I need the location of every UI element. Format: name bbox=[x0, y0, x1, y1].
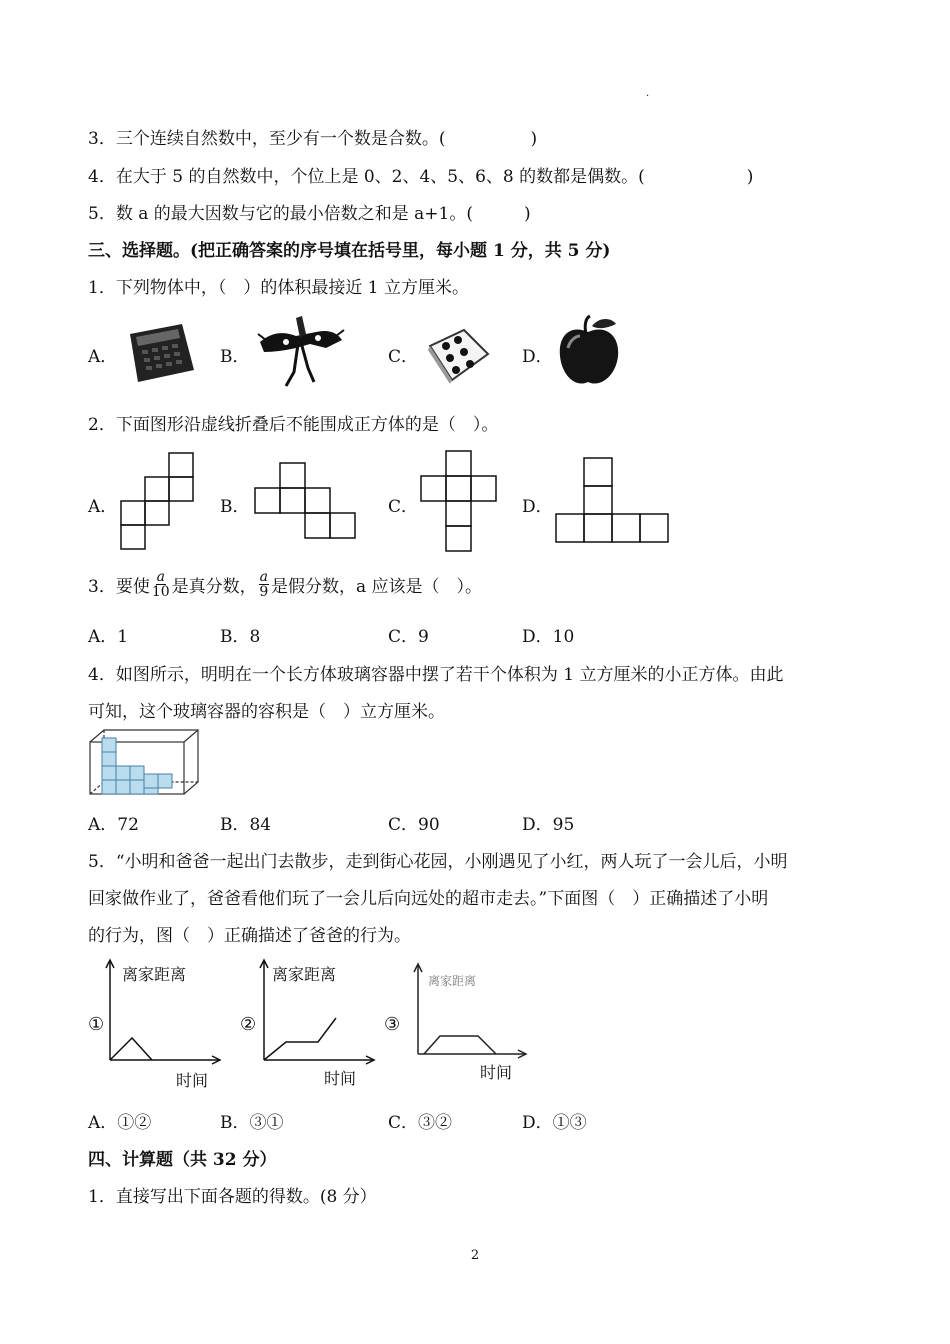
graph2-figure bbox=[258, 958, 378, 1093]
s3-q3-option-b: B．8 bbox=[220, 627, 261, 647]
judge-q5: 5．数 a 的最大因数与它的最小倍数之和是 a+1。( ) bbox=[88, 204, 531, 224]
s3-q4-line2: 可知，这个玻璃容器的容积是（ ）立方厘米。 bbox=[88, 702, 445, 722]
section3-title: 三、选择题。(把正确答案的序号填在括号里，每小题 1 分，共 5 分) bbox=[88, 241, 611, 261]
graph3-mark: ③ bbox=[384, 1014, 401, 1035]
frac2-denominator: 9 bbox=[259, 584, 269, 600]
dice-icon bbox=[424, 326, 490, 389]
s3-q5-option-d: D．①③ bbox=[522, 1113, 587, 1133]
graph2-ylabel: 离家距离 bbox=[272, 965, 337, 984]
s3-q4-option-c: C．90 bbox=[388, 815, 440, 835]
s3-q4-line1: 4．如图所示，明明在一个长方体玻璃容器中摆了若干个体积为 1 立方厘米的小正方体。由此 bbox=[88, 665, 784, 685]
judge-q3: 3．三个连续自然数中，至少有一个数是合数。( ) bbox=[88, 129, 538, 149]
frac2-numerator: a bbox=[259, 569, 269, 585]
graph3-ylabel: 离家距离 bbox=[428, 974, 477, 988]
graph2-xlabel: 时间 bbox=[324, 1069, 357, 1088]
s3-q5-option-a: A．①② bbox=[88, 1113, 152, 1133]
calculator-icon bbox=[122, 322, 196, 389]
page-number: 2 bbox=[470, 1248, 480, 1263]
s3-q4-option-b: B．84 bbox=[220, 815, 272, 835]
graph3-figure bbox=[412, 962, 532, 1091]
net-d-figure bbox=[555, 457, 669, 550]
s3-q4-option-d: D．95 bbox=[522, 815, 575, 835]
s3-q1-option-c: C． bbox=[388, 347, 419, 367]
s3-q1-option-d: D． bbox=[522, 347, 553, 367]
s3-q3-option-c: C．9 bbox=[388, 627, 429, 647]
net-b-figure bbox=[254, 462, 358, 545]
graph2-mark: ② bbox=[240, 1014, 257, 1035]
fraction-a-over-10 bbox=[152, 570, 170, 599]
net-a-figure bbox=[120, 452, 196, 555]
s3-q2-option-b: B． bbox=[220, 497, 250, 517]
glass-container-figure bbox=[88, 728, 200, 803]
s3-q5-option-b: B．③① bbox=[220, 1113, 284, 1133]
judge-q4: 4．在大于 5 的自然数中，个位上是 0、2、4、5、6、8 的数都是偶数。( ) bbox=[88, 167, 754, 187]
section4-title: 四、计算题（共 32 分） bbox=[88, 1150, 277, 1170]
graph3-xlabel: 时间 bbox=[480, 1063, 513, 1082]
apple-icon bbox=[556, 314, 620, 393]
s3-q2-option-d: D． bbox=[522, 497, 553, 517]
frac1-numerator: a bbox=[156, 569, 165, 585]
s3-q3-text bbox=[88, 570, 482, 599]
s3-q5-line2: 回家做作业了，爸爸看他们玩了一会儿后向远处的超市走去。”下面图（ ）正确描述了小明 bbox=[88, 889, 769, 909]
s3-q2-text: 2．下面图形沿虚线折叠后不能围成正方体的是（ ）。 bbox=[88, 415, 499, 435]
graph1-ylabel: 离家距离 bbox=[122, 965, 187, 984]
frac1-denominator: 10 bbox=[151, 584, 170, 600]
s3-q4-option-a: A．72 bbox=[88, 815, 139, 835]
s3-q3-option-d: D．10 bbox=[522, 627, 575, 647]
s3-q5-line3: 的行为，图（ ）正确描述了爸爸的行为。 bbox=[88, 926, 411, 946]
stray-dot: . bbox=[646, 88, 650, 99]
graph1-mark: ① bbox=[88, 1014, 105, 1035]
kite-icon bbox=[256, 312, 346, 395]
s3-q3-middle: 是真分数， bbox=[171, 577, 257, 597]
net-c-figure bbox=[420, 450, 498, 559]
graph1-xlabel: 时间 bbox=[176, 1071, 209, 1090]
fraction-a-over-9 bbox=[259, 570, 269, 599]
graph1-figure bbox=[104, 958, 224, 1093]
s3-q3-prefix: 3．要使 bbox=[88, 577, 150, 597]
s4-q1-text: 1．直接写出下面各题的得数。(8 分） bbox=[88, 1187, 377, 1207]
s3-q2-option-a: A． bbox=[88, 497, 118, 517]
s3-q1-option-a: A． bbox=[88, 347, 118, 367]
s3-q3-option-a: A．1 bbox=[88, 627, 129, 647]
s3-q1-option-b: B． bbox=[220, 347, 250, 367]
s3-q5-option-c: C．③② bbox=[388, 1113, 453, 1133]
s3-q3-suffix: 是假分数，a 应该是（ ）。 bbox=[271, 577, 483, 597]
s3-q2-option-c: C． bbox=[388, 497, 419, 517]
s3-q5-line1: 5．“小明和爸爸一起出门去散步，走到街心花园，小刚遇见了小红，两人玩了一会儿后，小明 bbox=[88, 852, 788, 872]
s3-q1-text: 1．下列物体中，（ ）的体积最接近 1 立方厘米。 bbox=[88, 278, 469, 298]
